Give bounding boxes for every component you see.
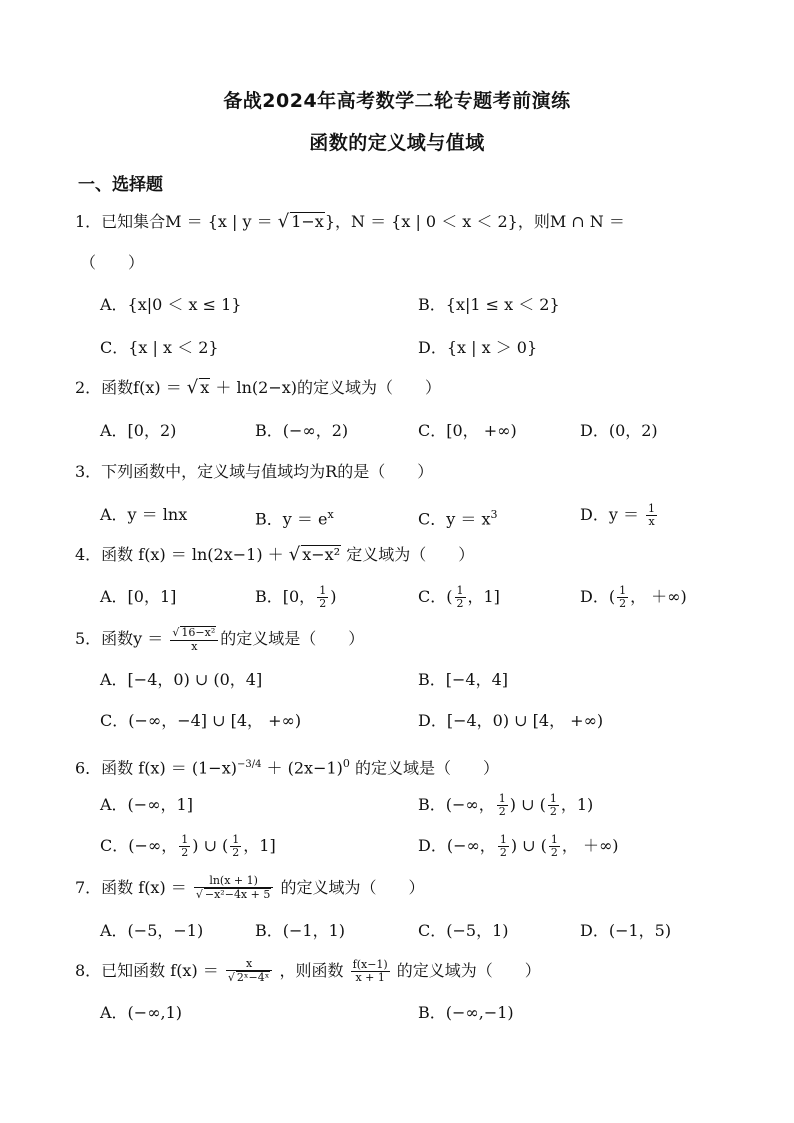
q7-option-c[interactable]: C．(−5，1) xyxy=(418,921,509,940)
q5-stem-a: 5．函数y ＝ xyxy=(75,629,169,648)
denominator: 2 xyxy=(498,805,506,818)
q5-fraction xyxy=(170,626,218,652)
q6-option-a[interactable]: A．(−∞，1] xyxy=(100,795,193,814)
fraction-half xyxy=(548,793,559,818)
denominator: 2 xyxy=(619,597,627,610)
q4-option-c-text: C．( xyxy=(418,587,453,606)
q3-option-b-exp: x xyxy=(327,508,334,521)
q4-stem-b: 定义域为（ ） xyxy=(341,545,475,564)
q6-stem-c: 的定义域是（ ） xyxy=(349,758,499,778)
q3-stem-row xyxy=(0,457,794,487)
q8-f-denominator xyxy=(226,971,273,984)
numerator: 1 xyxy=(619,584,627,597)
q8-f-numerator: x xyxy=(226,958,273,971)
denominator: 2 xyxy=(232,846,240,859)
numerator: 1 xyxy=(549,792,557,805)
q5-option-d[interactable]: D．[−4，0) ∪ [4， +∞) xyxy=(418,711,604,730)
q3-option-c-exp: 3 xyxy=(490,508,498,521)
q5-option-a[interactable]: A．[−4，0) ∪ (0，4] xyxy=(100,670,263,689)
q2-option-d[interactable]: D．(0，2) xyxy=(580,421,658,440)
q1-radicand: 1−x xyxy=(291,212,324,231)
q2-option-a[interactable]: A．[0，2) xyxy=(100,421,177,440)
numerator: 1 xyxy=(648,502,656,515)
q8-option-b[interactable]: B．(−∞,−1) xyxy=(418,1003,514,1022)
numerator: 1 xyxy=(499,833,507,846)
q6-options-row2 xyxy=(0,831,794,861)
q4-option-b[interactable] xyxy=(255,582,336,612)
q7-fraction xyxy=(194,875,273,901)
q7-options xyxy=(0,916,794,946)
radical-sign: √ xyxy=(288,544,301,565)
q6-option-d-text: D．(−∞， xyxy=(418,836,496,855)
radical-sign: √ xyxy=(277,211,290,232)
q6-stem xyxy=(0,749,794,779)
q5-stem-b: 的定义域是（ ） xyxy=(220,629,365,648)
fraction xyxy=(646,503,657,528)
q4-radicand: x−x² xyxy=(302,545,341,564)
q5-option-c[interactable]: C．(−∞，−4] ∪ [4， +∞) xyxy=(100,711,302,730)
q2-stem-a: 2．函数f(x) ＝ xyxy=(75,378,187,397)
q2-stem-b: ＋ ln(2−x)的定义域为（ ） xyxy=(210,378,442,397)
q4-option-b-close: ) xyxy=(330,587,337,606)
q2-options xyxy=(0,416,794,446)
q6-exponent: −3/4 xyxy=(236,759,262,770)
q5-option-b[interactable]: B．[−4，4] xyxy=(418,670,509,689)
q7-option-b[interactable]: B．(−1，1) xyxy=(255,921,346,940)
page-title: 备战2024年高考数学二轮专题考前演练 xyxy=(223,90,571,112)
q8-option-a[interactable]: A．(−∞,1) xyxy=(100,1003,183,1022)
q8-stem-b: ，则函数 xyxy=(274,961,349,980)
q3-option-d-text: D．y ＝ xyxy=(580,505,645,524)
q6-option-d-close: ， ＋∞) xyxy=(561,836,619,855)
q4-option-c[interactable] xyxy=(418,582,500,612)
q2-stem xyxy=(0,373,794,403)
q7-option-d[interactable]: D．(−1，5) xyxy=(580,921,672,940)
q6-option-b-text: B．(−∞， xyxy=(418,795,495,814)
denominator: 2 xyxy=(319,597,327,610)
q1-options-row1 xyxy=(0,290,794,320)
q6-exponent-zero: 0 xyxy=(342,757,350,770)
q3-option-b-text: B．y ＝ e xyxy=(255,509,328,529)
q2-option-b[interactable]: B．(−∞，2) xyxy=(255,421,349,440)
q7-stem-a: 7．函数 f(x) ＝ xyxy=(75,878,192,897)
q1-paren-row xyxy=(0,248,794,278)
q7-numerator: ln(x + 1) xyxy=(194,875,273,888)
q7-stem-b: 的定义域为（ ） xyxy=(275,878,425,897)
q8-g-numerator: f(x−1) xyxy=(352,958,388,971)
denominator: 2 xyxy=(181,846,189,859)
q5-options-row2 xyxy=(0,706,794,736)
q2-option-c[interactable]: C．[0， +∞) xyxy=(418,421,517,440)
fraction-half xyxy=(498,834,509,859)
q6-stem-b: ＋ (2x−1) xyxy=(261,758,343,778)
q4-option-d-text: D．( xyxy=(580,587,616,606)
q8-options xyxy=(0,998,794,1028)
q8-stem-c: 的定义域为（ ） xyxy=(391,961,541,980)
q8-g-fraction xyxy=(351,959,390,984)
q1-option-a[interactable]: A．{x|0 ＜ x ≤ 1} xyxy=(100,295,242,314)
q6-option-c-text: C．(−∞， xyxy=(100,836,178,855)
q1-option-c[interactable]: C．{x | x ＜ 2} xyxy=(100,338,219,357)
q1-stem-a: 1．已知集合M ＝ {x | y ＝ xyxy=(75,212,278,231)
q5-numerator xyxy=(170,626,218,640)
q5-stem xyxy=(0,624,794,654)
numerator: 1 xyxy=(456,584,464,597)
q8-g-denominator: x + 1 xyxy=(355,971,385,984)
q4-option-c-close: ，1] xyxy=(467,587,500,606)
q2-radicand: x xyxy=(200,378,210,397)
q5-radicand: 16−x² xyxy=(181,626,216,640)
q3-option-d[interactable] xyxy=(580,500,659,530)
q1-option-b[interactable]: B．{x|1 ≤ x ＜ 2} xyxy=(418,295,560,314)
q3-option-c-text: C．y ＝ x xyxy=(418,509,491,529)
q8-stem-a: 8．已知函数 f(x) ＝ xyxy=(75,961,224,980)
q5-options-row1 xyxy=(0,665,794,695)
q6-option-c[interactable] xyxy=(100,831,276,861)
q1-option-d[interactable]: D．{x | x ＞ 0} xyxy=(418,338,538,357)
q4-stem-a: 4．函数 f(x) ＝ ln(2x−1) ＋ xyxy=(75,545,289,564)
fraction-half xyxy=(455,585,466,610)
radical-sign: √ xyxy=(227,971,235,985)
numerator: 1 xyxy=(232,833,240,846)
q6-base: (1−x) xyxy=(191,758,237,778)
q6-option-d[interactable] xyxy=(418,831,619,861)
q7-stem xyxy=(0,873,794,903)
denominator: x xyxy=(648,515,655,528)
q6-option-c-close: ，1] xyxy=(243,836,276,855)
radical-sign: √ xyxy=(186,377,199,398)
q4-option-b-text: B．[0， xyxy=(255,587,316,606)
q3-option-b[interactable] xyxy=(255,500,334,534)
q4-option-d-close: ， ＋∞) xyxy=(630,587,687,606)
q7-option-a[interactable]: A．(−5，−1) xyxy=(100,921,204,940)
q7-denominator xyxy=(194,888,273,901)
q6-option-c-union: ) ∪ ( xyxy=(192,836,229,855)
section-heading: 一、选择题 xyxy=(78,175,163,195)
q1-stem-b: }，N ＝ {x | 0 ＜ x ＜ 2}，则M ∩ N ＝ xyxy=(324,212,625,231)
q6-options-row1 xyxy=(0,790,794,820)
q6-option-d-union: ) ∪ ( xyxy=(510,836,547,855)
q1-options-row2 xyxy=(0,333,794,363)
q6-option-b-union: ) ∪ ( xyxy=(509,795,546,814)
q8-f-fraction xyxy=(226,958,273,984)
fraction-half xyxy=(230,834,241,859)
numerator: 1 xyxy=(319,584,327,597)
q3-option-a[interactable]: A．y ＝ lnx xyxy=(100,505,188,524)
denominator: 2 xyxy=(499,846,507,859)
q4-option-d[interactable] xyxy=(580,582,687,612)
q6-option-b-close: ，1) xyxy=(560,795,594,814)
denominator: 2 xyxy=(549,805,557,818)
q3-option-c[interactable] xyxy=(418,500,497,534)
fraction-half xyxy=(317,585,328,610)
denominator: 2 xyxy=(456,597,464,610)
radical-sign: √ xyxy=(172,626,180,640)
q6-option-b[interactable] xyxy=(418,790,593,820)
q1-paren: （ ） xyxy=(80,253,145,272)
numerator: 1 xyxy=(181,833,189,846)
q7-radicand: −x²−4x + 5 xyxy=(204,888,271,902)
q8-stem xyxy=(0,956,794,986)
fraction-half xyxy=(549,834,560,859)
q3-options xyxy=(0,500,794,530)
q1-stem xyxy=(0,207,794,237)
q4-option-a[interactable]: A．[0，1] xyxy=(100,587,177,606)
radical-sign: √ xyxy=(195,888,203,902)
q3-stem: 3．下列函数中，定义域与值域均为R的是（ ） xyxy=(75,462,434,481)
q8-f-radicand: 2ˣ−4ˣ xyxy=(236,971,270,985)
fraction-half xyxy=(179,834,190,859)
fraction-half xyxy=(617,585,628,610)
page-subtitle: 函数的定义域与值域 xyxy=(309,132,485,154)
q4-stem xyxy=(0,540,794,570)
denominator: 2 xyxy=(550,846,558,859)
q6-stem-a: 6．函数 f(x) ＝ xyxy=(75,758,192,778)
q5-denominator: x xyxy=(191,639,198,653)
q4-options xyxy=(0,582,794,612)
numerator: 1 xyxy=(550,833,558,846)
numerator: 1 xyxy=(498,792,506,805)
fraction-half xyxy=(497,793,508,818)
